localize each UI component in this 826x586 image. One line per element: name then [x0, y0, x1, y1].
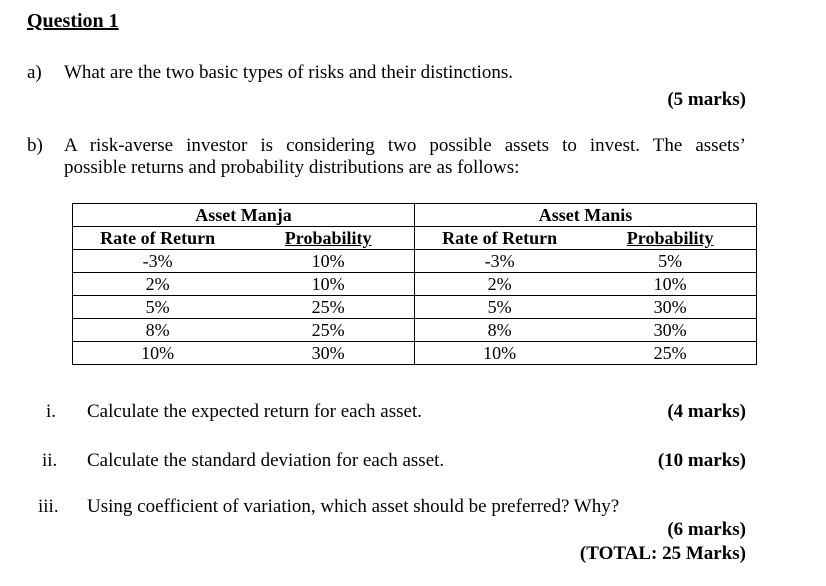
table-cell: 5%	[414, 296, 584, 319]
table-header-assets	[73, 204, 757, 227]
table-cell: 10%	[73, 342, 243, 365]
table-cell: 25%	[242, 319, 414, 342]
manja-prob-header: Probability	[284, 228, 372, 248]
table-cell: 25%	[584, 342, 756, 365]
part-b-label: b)	[27, 135, 43, 156]
table-cell: -3%	[414, 250, 584, 273]
asset-manis-header: Asset Manis	[414, 204, 756, 227]
manis-prob-header: Probability	[626, 228, 714, 248]
table-cell: 10%	[242, 250, 414, 273]
part-a-label: a)	[27, 62, 42, 83]
subq-i-text: Calculate the expected return for each asset.	[87, 401, 422, 422]
table-cell: 10%	[584, 273, 756, 296]
table-row	[73, 319, 757, 342]
question-title: Question 1	[27, 10, 119, 32]
subq-iii-marks: (6 marks)	[667, 519, 746, 540]
manis-return-header: Rate of Return	[414, 227, 584, 250]
subq-iii-label: iii.	[38, 496, 59, 517]
table-cell: 5%	[73, 296, 243, 319]
table-cell: 2%	[414, 273, 584, 296]
table-cell: 30%	[242, 342, 414, 365]
table-cell: 5%	[584, 250, 756, 273]
table-cell: 10%	[242, 273, 414, 296]
table-cell: 10%	[414, 342, 584, 365]
table-row	[73, 296, 757, 319]
table-cell: 2%	[73, 273, 243, 296]
manja-return-header: Rate of Return	[73, 227, 243, 250]
table-header-columns	[73, 227, 757, 250]
subq-iii-text: Using coefficient of variation, which asset should be preferred? Why?	[87, 496, 620, 517]
part-a-text: What are the two basic types of risks and their distinctions.	[64, 62, 514, 83]
asset-manja-header: Asset Manja	[73, 204, 415, 227]
subq-i-label: i.	[46, 401, 57, 422]
table-row	[73, 342, 757, 365]
asset-returns-table	[72, 203, 757, 365]
subq-ii-text: Calculate the standard deviation for each asset.	[87, 450, 445, 471]
table-cell: 30%	[584, 296, 756, 319]
subq-ii-label: ii.	[42, 450, 58, 471]
subq-i-marks: (4 marks)	[667, 401, 746, 422]
part-a-marks: (5 marks)	[667, 89, 746, 110]
part-b-line1: A risk-averse investor is considering two possible assets to invest. The assets’	[64, 135, 746, 156]
subq-ii-marks: (10 marks)	[657, 450, 746, 471]
part-b-line2: possible returns and probability distributions are as follows:	[64, 157, 520, 178]
table-cell: 8%	[414, 319, 584, 342]
table-cell: 8%	[73, 319, 243, 342]
table-cell: 30%	[584, 319, 756, 342]
table-row	[73, 273, 757, 296]
table-cell: 25%	[242, 296, 414, 319]
total-marks: (TOTAL: 25 Marks)	[579, 543, 746, 564]
table-row	[73, 250, 757, 273]
table-cell: -3%	[73, 250, 243, 273]
